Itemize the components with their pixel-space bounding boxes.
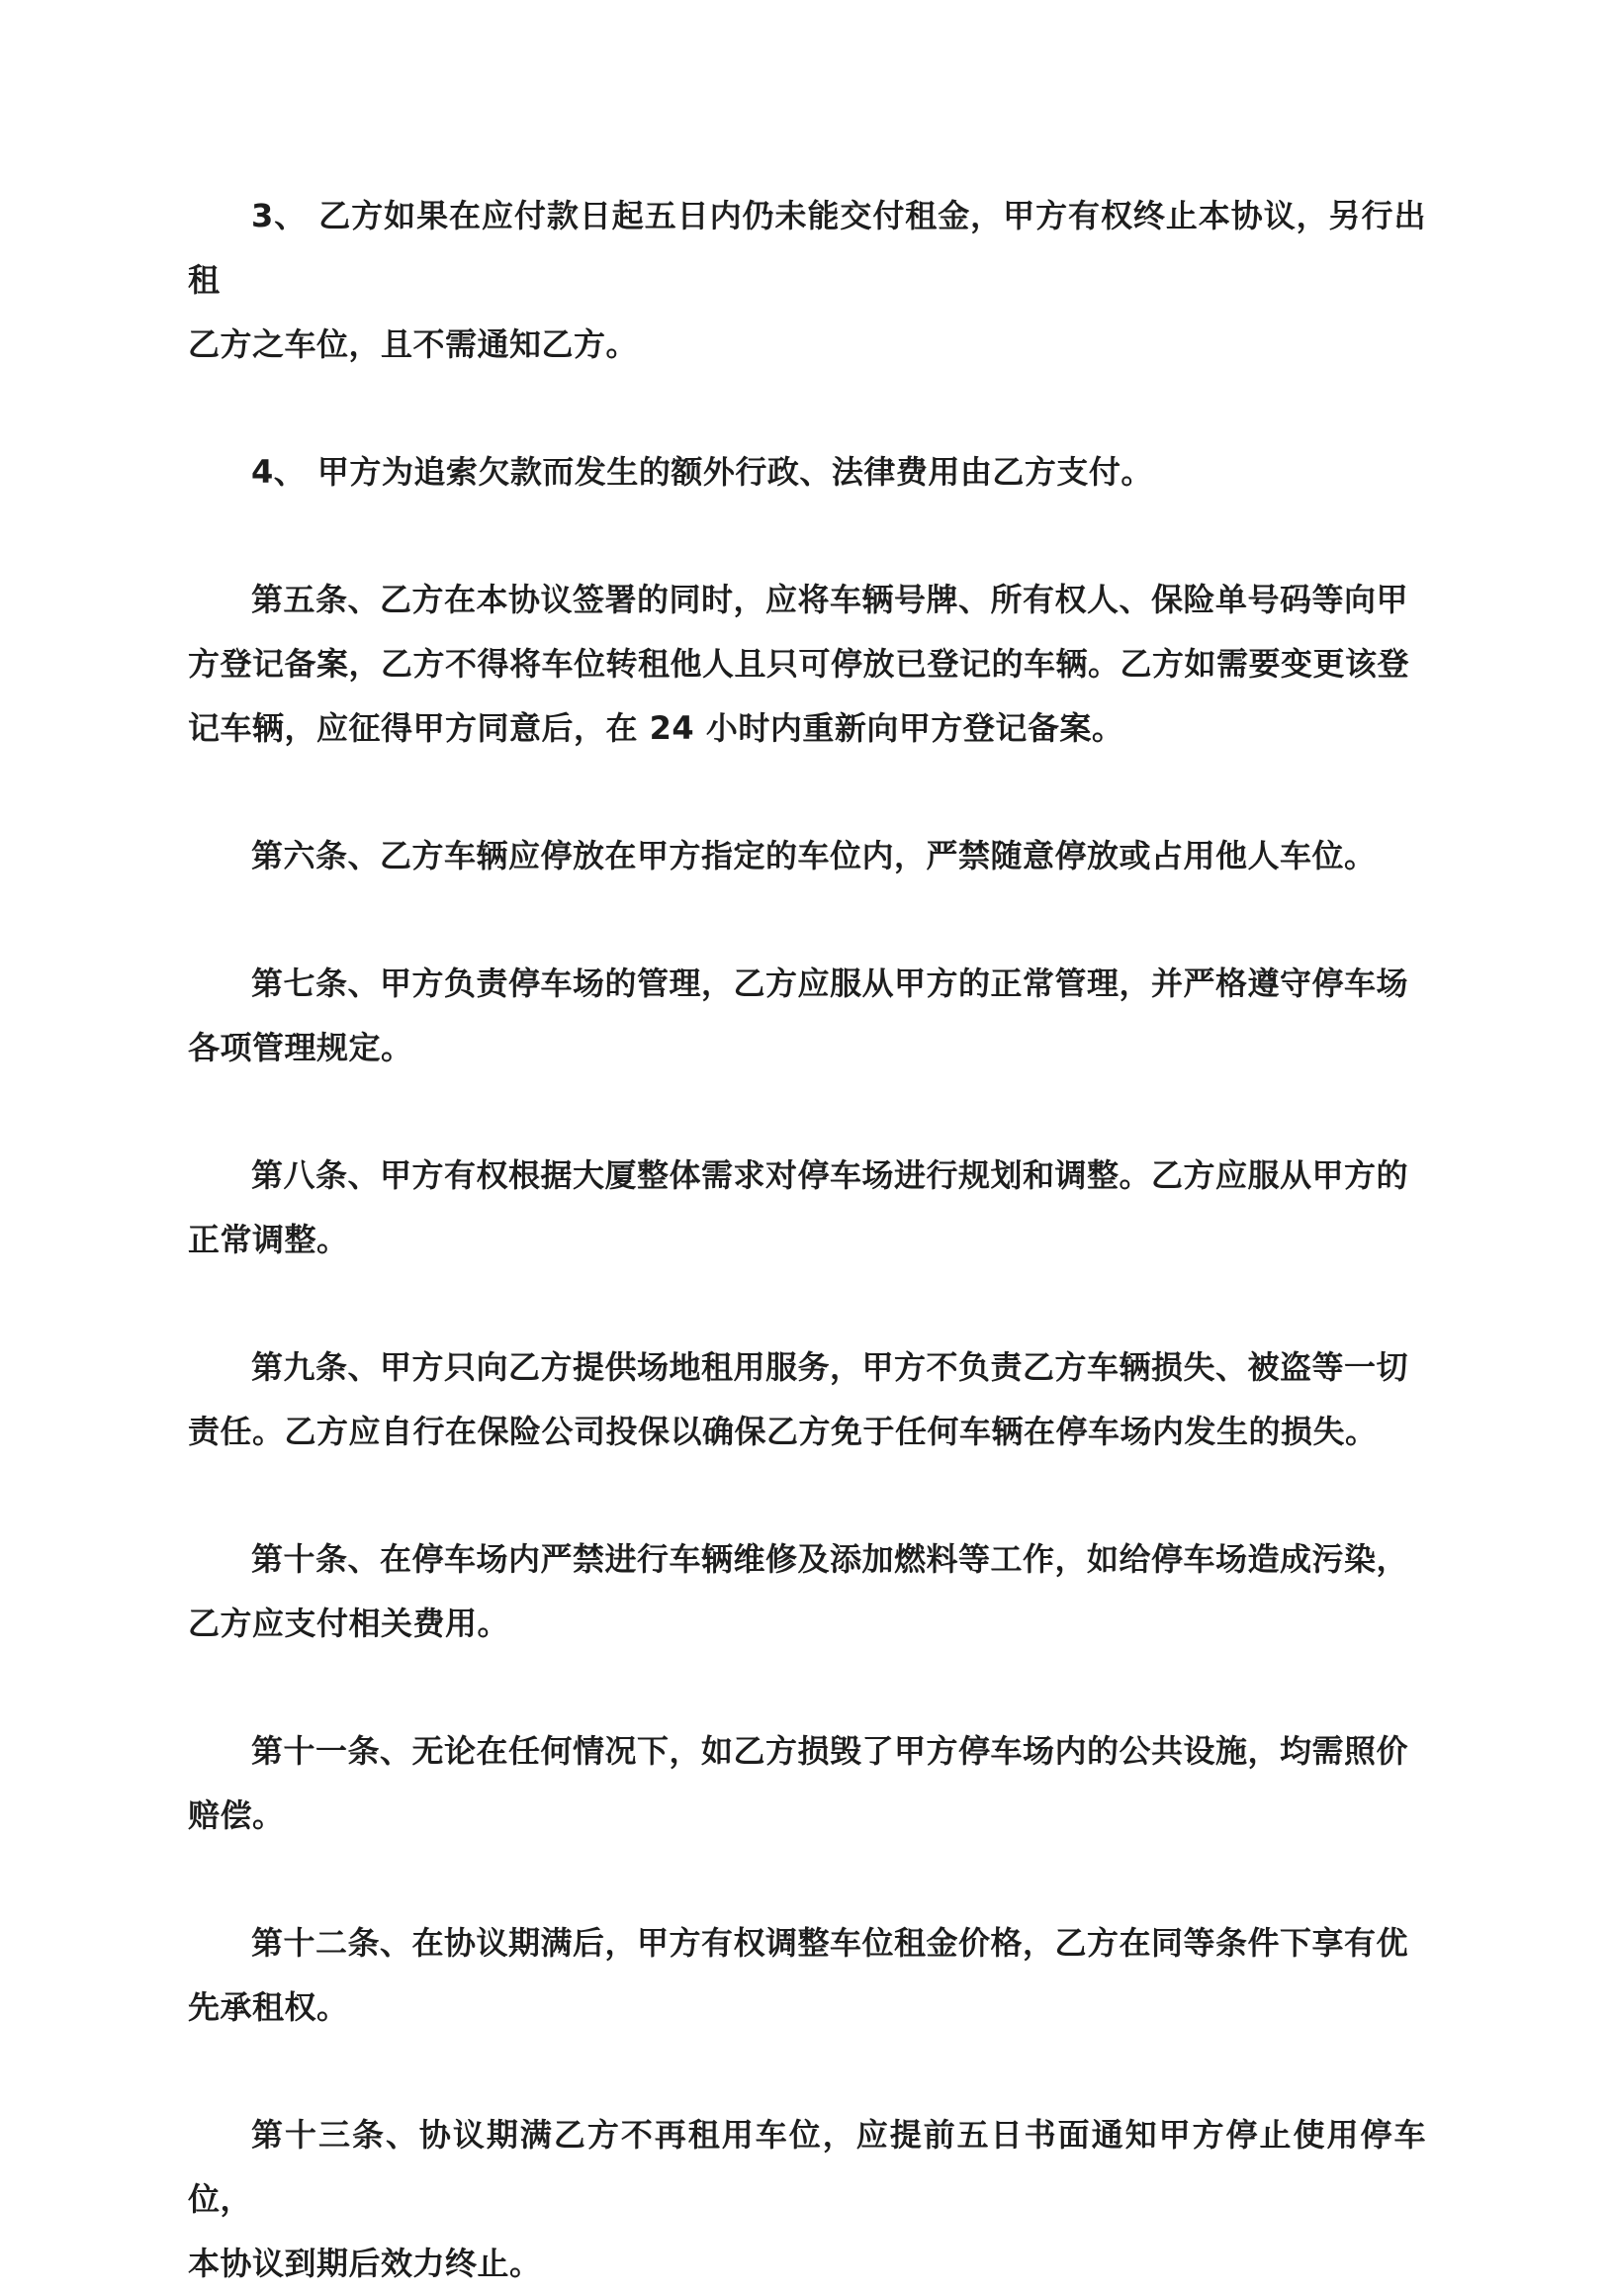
text-line: 乙方应支付相关费用。 [188, 1605, 510, 1642]
text-line: 责任。乙方应自行在保险公司投保以确保乙方免于任何车辆在停车场内发生的损失。 [188, 1413, 1378, 1450]
article-9 [188, 1335, 1426, 1464]
article-12 [188, 1911, 1426, 2040]
clause-4 [188, 440, 1426, 505]
text-line: 各项管理规定。 [188, 1029, 413, 1066]
article-10 [188, 1527, 1426, 1656]
text-line: 赔偿。 [188, 1796, 285, 1834]
text-line: 4、 甲方为追索欠款而发生的额外行政、法律费用由乙方支付。 [251, 453, 1153, 491]
text-line: 第十一条、无论在任何情况下，如乙方损毁了甲方停车场内的公共设施，均需照价 [251, 1732, 1409, 1770]
text-line: 第五条、乙方在本协议签署的同时，应将车辆号牌、所有权人、保险单号码等向甲 [251, 581, 1409, 618]
article-8 [188, 1144, 1426, 1272]
text-line: 本协议到期后效力终止。 [188, 2245, 542, 2282]
article-5 [188, 568, 1426, 761]
text-line: 记车辆，应征得甲方同意后，在 24 小时内重新向甲方登记备案。 [188, 709, 1124, 747]
text-line: 乙方之车位，且不需通知乙方。 [188, 325, 639, 363]
article-13 [188, 2103, 1426, 2296]
article-11 [188, 1719, 1426, 1848]
text-line: 3、 乙方如果在应付款日起五日内仍未能交付租金，甲方有权终止本协议，另行出租 [188, 197, 1426, 299]
text-line: 第九条、甲方只向乙方提供场地租用服务，甲方不负责乙方车辆损失、被盗等一切 [251, 1348, 1409, 1386]
text-line: 第八条、甲方有权根据大厦整体需求对停车场进行规划和调整。乙方应服从甲方的 [251, 1156, 1409, 1194]
text-line: 第七条、甲方负责停车场的管理，乙方应服从甲方的正常管理，并严格遵守停车场 [251, 964, 1409, 1002]
text-line: 第十三条、协议期满乙方不再租用车位，应提前五日书面通知甲方停止使用停车位， [188, 2116, 1426, 2218]
text-line: 第六条、乙方车辆应停放在甲方指定的车位内，严禁随意停放或占用他人车位。 [251, 837, 1377, 874]
text-line: 先承租权。 [188, 1988, 349, 2026]
text-line: 第十条、在停车场内严禁进行车辆维修及添加燃料等工作，如给停车场造成污染， [251, 1540, 1409, 1578]
article-7 [188, 952, 1426, 1080]
text-line: 第十二条、在协议期满后，甲方有权调整车位租金价格，乙方在同等条件下享有优 [251, 1924, 1409, 1962]
text-line: 方登记备案，乙方不得将车位转租他人且只可停放已登记的车辆。乙方如需要变更该登 [188, 645, 1410, 683]
clause-3 [188, 184, 1426, 377]
text-line: 正常调整。 [188, 1221, 349, 1258]
article-6 [188, 824, 1426, 888]
